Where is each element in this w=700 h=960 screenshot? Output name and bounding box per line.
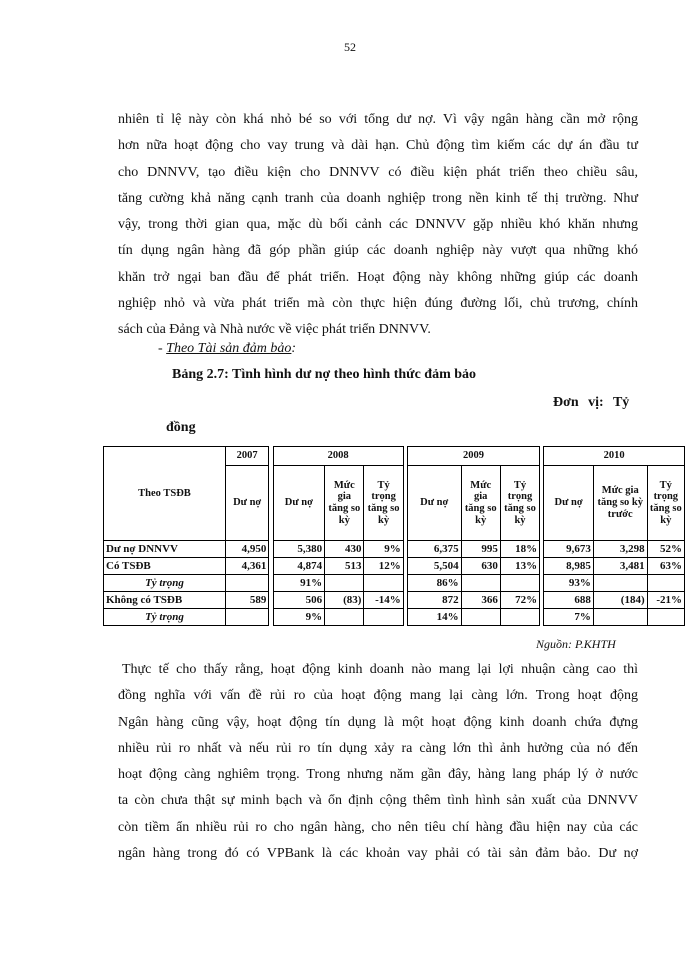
table-cell: 430: [325, 541, 364, 558]
table-cell: 5,504: [407, 558, 461, 575]
column-header: Mức gia tăng so kỳ: [325, 466, 364, 541]
table-cell: 5,380: [273, 541, 325, 558]
table-cell: (83): [325, 592, 364, 609]
table-cell: 52%: [647, 541, 684, 558]
table-cell: 4,361: [225, 558, 268, 575]
paragraph-risk: [118, 657, 638, 867]
table-cell: 513: [325, 558, 364, 575]
table-cell: 630: [461, 558, 500, 575]
corner-header: Theo TSĐB: [104, 447, 226, 541]
table-cell: 18%: [500, 541, 539, 558]
paragraph-line: ta còn chưa thật sự minh bạch và ổn định cộng thêm tình hình sản xuất của DNNVV: [118, 793, 638, 809]
table-cell: [225, 575, 268, 592]
paragraph-line: hơn nữa hoạt động cho vay trung và dài hạn. Chủ động tìm kiếm các dự án đầu tư: [118, 138, 638, 154]
table-cell: 688: [544, 592, 594, 609]
paragraph-line: hoạt động càng nghiêm trọng. Trong nhưng năm gần đây, hàng lang pháp lý ở nước: [118, 767, 638, 783]
table-cell: -14%: [364, 592, 403, 609]
debt-by-collateral-table: [103, 446, 685, 626]
table-cell: 6,375: [407, 541, 461, 558]
table-cell: 14%: [407, 609, 461, 626]
table-cell: [461, 575, 500, 592]
table-cell: [500, 575, 539, 592]
table-cell: -21%: [647, 592, 684, 609]
table-cell: 93%: [544, 575, 594, 592]
paragraph-line: ngân hàng trong đó có VPBank là các khoản vay phải có tài sản đảm bảo. Dư nợ: [118, 846, 638, 862]
section-bullet: [158, 341, 296, 357]
column-header: Tỷ trọng tăng so kỳ: [500, 466, 539, 541]
table-cell: [325, 609, 364, 626]
paragraph-line: tín dụng ngân hàng đã góp phần giúp các doanh nghiệp này vượt qua những khó: [118, 243, 638, 259]
table-cell: [647, 575, 684, 592]
table-unit: Đơn vị: Tỷ: [553, 395, 630, 410]
table-row: [104, 609, 685, 626]
table-cell: 13%: [500, 558, 539, 575]
table-cell: [593, 609, 647, 626]
row-label: Tỷ trọng: [104, 575, 226, 592]
table-cell: (184): [593, 592, 647, 609]
table-cell: 4,874: [273, 558, 325, 575]
year-header: 2009: [407, 447, 539, 466]
column-header: Dư nợ: [225, 466, 268, 541]
table-cell: 91%: [273, 575, 325, 592]
column-header: Tỷ trọng tăng so kỳ: [364, 466, 403, 541]
table-cell: 9,673: [544, 541, 594, 558]
table-unit-continued: đồng: [166, 420, 196, 435]
table-cell: 9%: [273, 609, 325, 626]
table-cell: [364, 575, 403, 592]
paragraph-line: nhiên tỉ lệ này còn khá nhỏ bé so với tổng dư nợ. Vì vậy ngân hàng cần mở rộng: [118, 112, 638, 127]
bullet-colon: :: [291, 341, 297, 356]
page-number: 52: [344, 40, 356, 54]
table-cell: 7%: [544, 609, 594, 626]
table-cell: 506: [273, 592, 325, 609]
row-label: Không có TSĐB: [104, 592, 226, 609]
paragraph-line: vậy, trong thời gian qua, mặc dù bối cảnh các DNNVV gặp nhiều khó khăn nhưng: [118, 217, 638, 233]
bullet-heading: Theo Tài sản đảm bảo: [166, 341, 292, 356]
column-header: Dư nợ: [544, 466, 594, 541]
table-cell: 872: [407, 592, 461, 609]
table-source: Nguồn: P.KHTH: [536, 637, 616, 651]
table-cell: 4,950: [225, 541, 268, 558]
bullet-dash: -: [158, 341, 167, 356]
table-title: Bảng 2.7: Tình hình dư nợ theo hình thức đảm bảo: [172, 367, 477, 382]
table-cell: 8,985: [544, 558, 594, 575]
table-cell: [500, 609, 539, 626]
paragraph-line: sách của Đảng và Nhà nước về việc phát triển DNNVV.: [118, 322, 431, 338]
year-header: 2008: [273, 447, 403, 466]
column-header: Dư nợ: [273, 466, 325, 541]
table-cell: [593, 575, 647, 592]
table-cell: 995: [461, 541, 500, 558]
year-header: 2010: [544, 447, 685, 466]
column-header: Dư nợ: [407, 466, 461, 541]
paragraph-line: nghiệp nhỏ và vừa phát triển mà còn thực hiện đúng đường lối, chủ trương, chính: [118, 296, 638, 312]
paragraph-line: Thực tế cho thấy rằng, hoạt động kinh doanh nào mang lại lợi nhuận càng cao thì: [122, 662, 638, 677]
row-label: Dư nợ DNNVV: [104, 541, 226, 558]
paragraph-line: nhiều rủi ro nhất và nếu rủi ro tín dụng xảy ra càng lớn thì ảnh hưởng của nó đến: [118, 740, 638, 756]
table-cell: [325, 575, 364, 592]
paragraph-line: còn tiềm ẩn nhiều rủi ro cho ngân hàng, cho nên tiêu chí hàng đầu hiện nay của các: [118, 819, 638, 835]
table-cell: [364, 609, 403, 626]
paragraph-line: tăng cường khả năng cạnh tranh của doanh nghiệp trong nền kinh tế thị trường. Như: [118, 190, 638, 206]
table-row: [104, 558, 685, 575]
table-cell: 63%: [647, 558, 684, 575]
table-cell: 9%: [364, 541, 403, 558]
table-row: [104, 541, 685, 558]
table-row: [104, 592, 685, 609]
table-cell: 589: [225, 592, 268, 609]
table-cell: 86%: [407, 575, 461, 592]
table-cell: 366: [461, 592, 500, 609]
table-cell: 72%: [500, 592, 539, 609]
paragraph-line: khăn trở ngại ban đầu để phát triển. Hoạt động này không những giúp các doanh: [118, 269, 638, 285]
column-header: Mức gia tăng so kỳ trước: [593, 466, 647, 541]
year-header: 2007: [225, 447, 268, 466]
paragraph-line: cho DNNVV, tạo điều kiện cho DNNVV có điều kiện phát triển theo chiều sâu,: [118, 164, 638, 180]
table-cell: [225, 609, 268, 626]
column-header: Mức gia tăng so kỳ: [461, 466, 500, 541]
paragraph-line: Ngân hàng cũng vậy, hoạt động tín dụng là một hoạt động kinh doanh chứa đựng: [118, 714, 638, 730]
column-header: Tỷ trọng tăng so kỳ: [647, 466, 684, 541]
table-cell: [461, 609, 500, 626]
row-label: Có TSĐB: [104, 558, 226, 575]
table-cell: [647, 609, 684, 626]
row-label: Tỷ trọng: [104, 609, 226, 626]
table-row: [104, 575, 685, 592]
table-cell: 3,481: [593, 558, 647, 575]
table-cell: 3,298: [593, 541, 647, 558]
table-cell: 12%: [364, 558, 403, 575]
paragraph-intro: [118, 107, 638, 344]
paragraph-line: đồng nghĩa với vấn đề rủi ro của hoạt động mang lại càng lớn. Trong hoạt động: [118, 688, 638, 704]
